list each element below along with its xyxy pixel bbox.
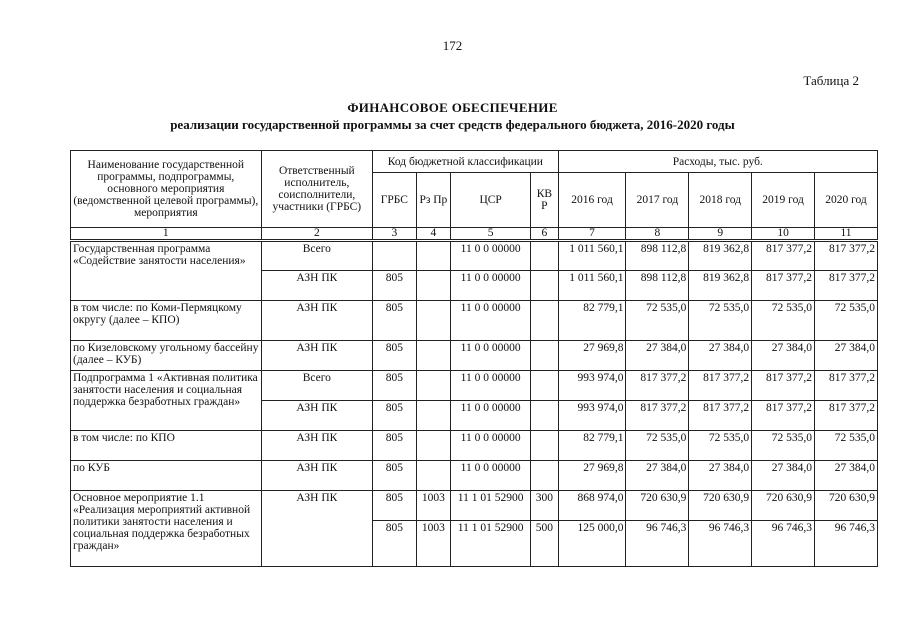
- row-csr: 11 0 0 00000: [451, 431, 531, 461]
- row-name: по КУБ: [71, 461, 262, 491]
- row-2020: 817 377,2: [815, 271, 878, 301]
- row-kvr: 300: [531, 491, 558, 521]
- row-2020: 96 746,3: [815, 521, 878, 567]
- row-2018: 72 535,0: [689, 431, 752, 461]
- col-num: 5: [451, 228, 531, 241]
- row-name: по Кизеловскому угольному бассейну (далее – КУБ): [71, 341, 262, 371]
- table-row: [71, 461, 878, 491]
- row-responsible: Всего: [261, 371, 373, 401]
- row-2019: 817 377,2: [752, 241, 815, 271]
- row-kvr: [531, 341, 558, 371]
- row-2017: 27 384,0: [626, 461, 689, 491]
- row-name: Подпрограмма 1 «Активная политика занятости населения и социальная поддержка безработных граждан»: [71, 371, 262, 431]
- col-num: 7: [558, 228, 626, 241]
- row-kvr: [531, 401, 558, 431]
- row-2019: 817 377,2: [752, 371, 815, 401]
- row-2020: 720 630,9: [815, 491, 878, 521]
- row-2019: 72 535,0: [752, 431, 815, 461]
- table-row: [71, 241, 878, 271]
- col-num: 6: [531, 228, 558, 241]
- row-2016: 993 974,0: [558, 371, 626, 401]
- row-2018: 817 377,2: [689, 401, 752, 431]
- row-csr: 11 1 01 52900: [451, 521, 531, 567]
- table-label: Таблица 2: [803, 73, 859, 88]
- row-2019: 817 377,2: [752, 271, 815, 301]
- col-num: 11: [815, 228, 878, 241]
- header-2017: 2017 год: [626, 173, 689, 228]
- col-num: 10: [752, 228, 815, 241]
- row-2020: 817 377,2: [815, 401, 878, 431]
- row-grbs: 805: [373, 491, 417, 521]
- row-2016: 1 011 560,1: [558, 271, 626, 301]
- row-responsible: Всего: [261, 241, 373, 271]
- row-rzpr: [416, 301, 450, 341]
- table-subtitle: реализации государственной программы за счет средств федерального бюджета, 2016-2020 годы: [170, 117, 735, 132]
- col-num: 8: [626, 228, 689, 241]
- financing-table: [70, 150, 878, 567]
- header-name: Наименование государственной программы, подпрограммы, основного мероприятия (ведомственной целевой программы), мероприятия: [71, 151, 262, 228]
- row-2020: 817 377,2: [815, 371, 878, 401]
- col-num: 1: [71, 228, 262, 241]
- header-csr: ЦСР: [451, 173, 531, 228]
- col-num: 9: [689, 228, 752, 241]
- row-2018: 819 362,8: [689, 241, 752, 271]
- column-numbers-row: [71, 228, 878, 241]
- row-grbs: 805: [373, 301, 417, 341]
- row-2018: 720 630,9: [689, 491, 752, 521]
- header-2016: 2016 год: [558, 173, 626, 228]
- row-grbs: 805: [373, 461, 417, 491]
- row-2018: 27 384,0: [689, 341, 752, 371]
- row-responsible: АЗН ПК: [261, 341, 373, 371]
- row-2019: 72 535,0: [752, 301, 815, 341]
- row-2017: 96 746,3: [626, 521, 689, 567]
- header-rz-pr: Рз Пр: [416, 173, 450, 228]
- row-responsible: АЗН ПК: [261, 461, 373, 491]
- row-2020: 27 384,0: [815, 461, 878, 491]
- row-rzpr: 1003: [416, 521, 450, 567]
- row-responsible: АЗН ПК: [261, 271, 373, 301]
- row-2018: 27 384,0: [689, 461, 752, 491]
- row-name: Государственная программа «Содействие занятости населения»: [71, 241, 262, 301]
- table-row: [71, 431, 878, 461]
- row-csr: 11 0 0 00000: [451, 301, 531, 341]
- row-2017: 720 630,9: [626, 491, 689, 521]
- row-rzpr: [416, 341, 450, 371]
- col-num: 3: [373, 228, 417, 241]
- table-row: [71, 491, 878, 521]
- row-2017: 898 112,8: [626, 271, 689, 301]
- row-responsible: АЗН ПК: [261, 491, 373, 567]
- row-grbs: 805: [373, 271, 417, 301]
- row-rzpr: [416, 401, 450, 431]
- col-num: 4: [416, 228, 450, 241]
- header-2018: 2018 год: [689, 173, 752, 228]
- row-2020: 817 377,2: [815, 241, 878, 271]
- row-csr: 11 0 0 00000: [451, 371, 531, 401]
- row-2018: 96 746,3: [689, 521, 752, 567]
- row-grbs: 805: [373, 371, 417, 401]
- row-2017: 27 384,0: [626, 341, 689, 371]
- row-2016: 27 969,8: [558, 461, 626, 491]
- row-2020: 72 535,0: [815, 301, 878, 341]
- row-responsible: АЗН ПК: [261, 401, 373, 431]
- row-2016: 82 779,1: [558, 431, 626, 461]
- row-2016: 993 974,0: [558, 401, 626, 431]
- header-budget-code: Код бюджетной классификации: [373, 151, 558, 173]
- row-kvr: 500: [531, 521, 558, 567]
- row-2019: 27 384,0: [752, 341, 815, 371]
- row-grbs: 805: [373, 401, 417, 431]
- row-csr: 11 0 0 00000: [451, 241, 531, 271]
- row-rzpr: [416, 431, 450, 461]
- row-rzpr: 1003: [416, 491, 450, 521]
- row-csr: 11 0 0 00000: [451, 341, 531, 371]
- row-grbs: 805: [373, 341, 417, 371]
- row-name: Основное мероприятие 1.1 «Реализация мероприятий активной политики занятости населения и социальная поддержка безработных граждан»: [71, 491, 262, 567]
- row-kvr: [531, 431, 558, 461]
- row-2016: 1 011 560,1: [558, 241, 626, 271]
- page-number: 172: [442, 38, 463, 53]
- row-2017: 72 535,0: [626, 301, 689, 341]
- col-num: 2: [261, 228, 373, 241]
- header-2020: 2020 год: [815, 173, 878, 228]
- row-kvr: [531, 371, 558, 401]
- row-2017: 898 112,8: [626, 241, 689, 271]
- row-2016: 27 969,8: [558, 341, 626, 371]
- row-2018: 817 377,2: [689, 371, 752, 401]
- header-2019: 2019 год: [752, 173, 815, 228]
- row-rzpr: [416, 371, 450, 401]
- row-csr: 11 0 0 00000: [451, 401, 531, 431]
- row-2019: 817 377,2: [752, 401, 815, 431]
- table-row: [71, 301, 878, 341]
- row-2018: 819 362,8: [689, 271, 752, 301]
- table-row: [71, 341, 878, 371]
- header-expenses: Расходы, тыс. руб.: [558, 151, 877, 173]
- row-rzpr: [416, 241, 450, 271]
- row-2019: 27 384,0: [752, 461, 815, 491]
- row-csr: 11 0 0 00000: [451, 271, 531, 301]
- row-kvr: [531, 271, 558, 301]
- row-2017: 817 377,2: [626, 401, 689, 431]
- row-2016: 82 779,1: [558, 301, 626, 341]
- row-kvr: [531, 461, 558, 491]
- row-2017: 72 535,0: [626, 431, 689, 461]
- row-2018: 72 535,0: [689, 301, 752, 341]
- row-grbs: 805: [373, 521, 417, 567]
- header-responsible: Ответственный исполнитель, соисполнители, участники (ГРБС): [261, 151, 373, 228]
- row-2019: 720 630,9: [752, 491, 815, 521]
- row-2020: 27 384,0: [815, 341, 878, 371]
- row-responsible: АЗН ПК: [261, 301, 373, 341]
- row-rzpr: [416, 271, 450, 301]
- row-2016: 868 974,0: [558, 491, 626, 521]
- row-2017: 817 377,2: [626, 371, 689, 401]
- row-2016: 125 000,0: [558, 521, 626, 567]
- row-kvr: [531, 241, 558, 271]
- row-grbs: 805: [373, 431, 417, 461]
- row-rzpr: [416, 461, 450, 491]
- table-title: ФИНАНСОВОЕ ОБЕСПЕЧЕНИЕ: [347, 100, 558, 115]
- header-grbs: ГРБС: [373, 173, 417, 228]
- row-name: в том числе: по КПО: [71, 431, 262, 461]
- table-row: [71, 371, 878, 401]
- header-kvr: КВ Р: [531, 173, 558, 228]
- row-responsible: АЗН ПК: [261, 431, 373, 461]
- row-csr: 11 0 0 00000: [451, 461, 531, 491]
- row-name: в том числе: по Коми-Пермяцкому округу (далее – КПО): [71, 301, 262, 341]
- row-2020: 72 535,0: [815, 431, 878, 461]
- row-kvr: [531, 301, 558, 341]
- row-2019: 96 746,3: [752, 521, 815, 567]
- row-csr: 11 1 01 52900: [451, 491, 531, 521]
- row-grbs: [373, 241, 417, 271]
